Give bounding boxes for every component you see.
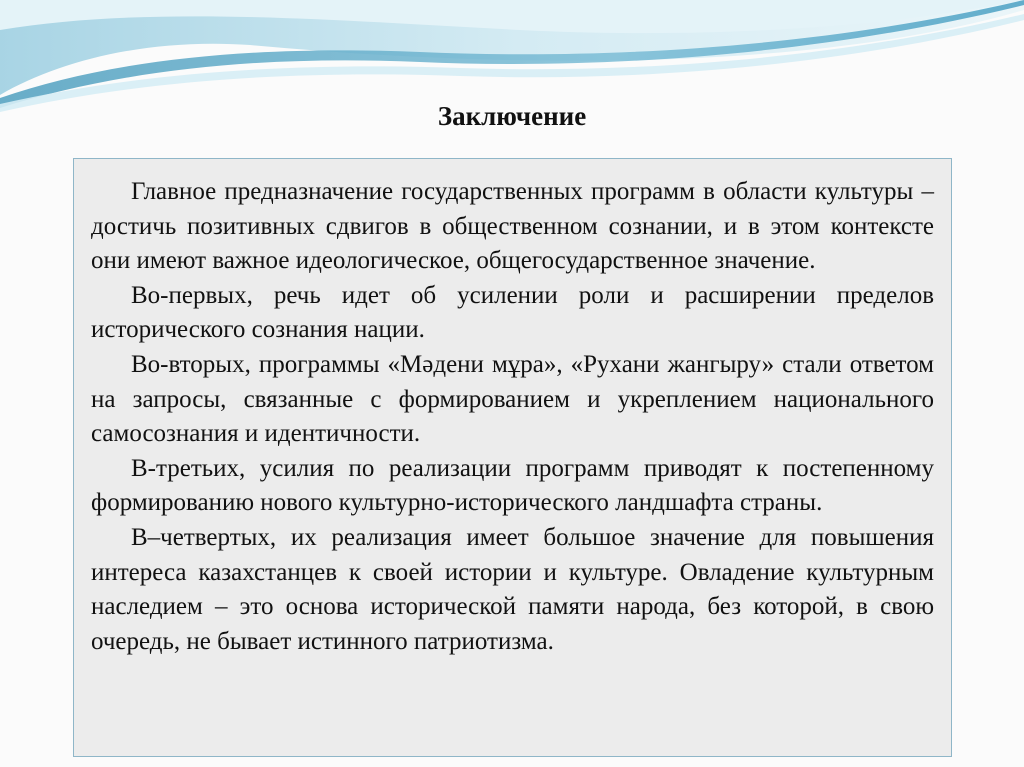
paragraph-second: Во-вторых, программы «Мәдени мұра», «Рухани жангыру» стали ответом на запросы, связанные с формированием и укреплением национального самосознания и идентичности. (91, 350, 934, 448)
paragraph-first: Во-первых, речь идет об усилении роли и расширении пределов исторического сознания нации. (91, 281, 934, 344)
paragraph-fourth: В–четвертых, их реализация имеет большое значение для повышения интереса казахстанцев к своей истории и культуре. Овладение культурным наследием – это основа исторической памяти народа, без которой, в свою очередь, не бывает истинного патриотизма. (91, 523, 934, 655)
paragraph-third: В-третьих, усилия по реализации программ приводят к постепенному формированию нового культурно-исторического ландшафта страны. (91, 454, 934, 517)
paragraph-main-purpose: Главное предназначение государственных программ в области культуры – достичь позитивных сдвигов в общественном сознании, и в этом контексте они имеют важное идеологическое, общегосударственное значение. (91, 178, 934, 275)
conclusion-text-box (73, 158, 952, 757)
slide-title: Заключение (437, 101, 587, 131)
